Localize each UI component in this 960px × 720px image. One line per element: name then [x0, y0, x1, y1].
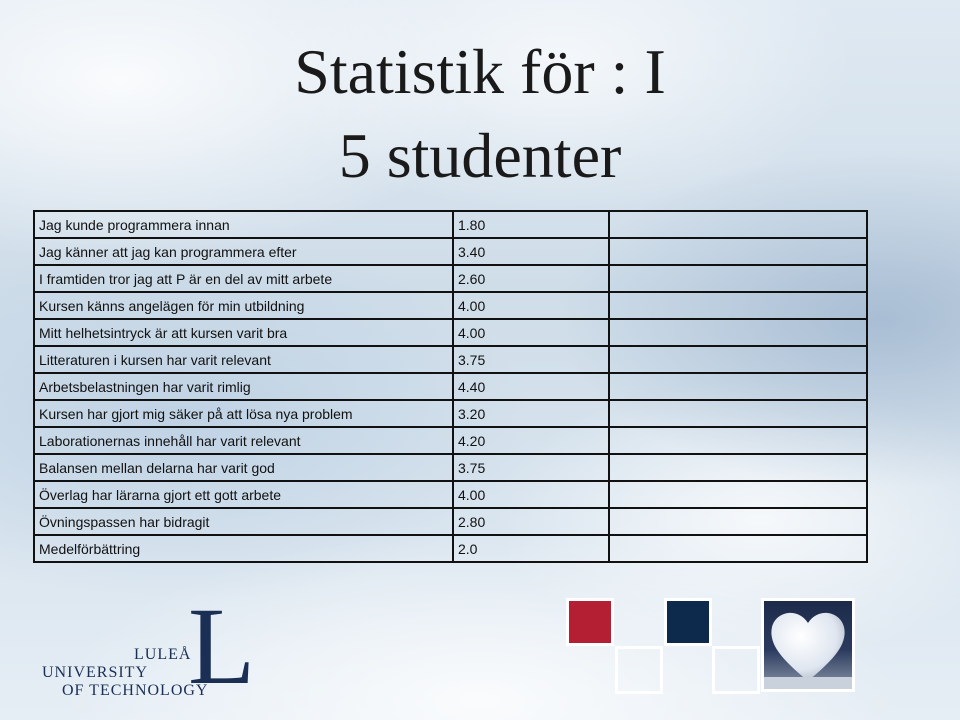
outline-square-decoration [615, 646, 663, 694]
empty-cell [609, 292, 867, 319]
table-row [34, 319, 867, 346]
heart-icon [764, 601, 852, 689]
question-cell: Laborationernas innehåll har varit relevant [34, 427, 453, 454]
heart-snow-photo [761, 598, 855, 692]
question-cell: Jag känner att jag kan programmera efter [34, 238, 453, 265]
table-row [34, 481, 867, 508]
empty-cell [609, 454, 867, 481]
table-row [34, 211, 867, 238]
value-cell: 3.75 [453, 346, 609, 373]
value-cell: 2.60 [453, 265, 609, 292]
value-cell: 4.00 [453, 292, 609, 319]
question-cell: Överlag har lärarna gjort ett gott arbete [34, 481, 453, 508]
question-cell: I framtiden tror jag att P är en del av mitt arbete [34, 265, 453, 292]
value-cell: 3.20 [453, 400, 609, 427]
value-cell: 4.00 [453, 319, 609, 346]
question-cell: Medelförbättring [34, 535, 453, 562]
red-square-decoration [566, 598, 614, 646]
statistics-table-body [34, 211, 867, 562]
slide-title-line2: 5 studenter [338, 120, 622, 191]
statistics-table [33, 210, 868, 563]
slide-title-line1: Statistik för : I [294, 36, 666, 107]
navy-square-decoration [664, 598, 712, 646]
empty-cell [609, 427, 867, 454]
question-cell: Mitt helhetsintryck är att kursen varit bra [34, 319, 453, 346]
question-cell: Balansen mellan delarna har varit god [34, 454, 453, 481]
question-cell: Litteraturen i kursen har varit relevant [34, 346, 453, 373]
empty-cell [609, 373, 867, 400]
question-cell: Kursen känns angelägen för min utbildning [34, 292, 453, 319]
value-cell: 4.00 [453, 481, 609, 508]
logo-text-line2: UNIVERSITY [42, 664, 148, 681]
value-cell: 2.0 [453, 535, 609, 562]
value-cell: 3.75 [453, 454, 609, 481]
slide-title [200, 30, 760, 198]
table-row [34, 373, 867, 400]
question-cell: Arbetsbelastningen har varit rimlig [34, 373, 453, 400]
table-row [34, 238, 867, 265]
table-row [34, 508, 867, 535]
table-row [34, 400, 867, 427]
empty-cell [609, 211, 867, 238]
empty-cell [609, 508, 867, 535]
empty-cell [609, 346, 867, 373]
table-row [34, 427, 867, 454]
table-row [34, 292, 867, 319]
university-logo [38, 585, 256, 707]
table-row [34, 454, 867, 481]
empty-cell [609, 238, 867, 265]
logo-text-line3: OF TECHNOLOGY [62, 682, 209, 699]
logo-letter: L [188, 585, 256, 707]
question-cell: Kursen har gjort mig säker på att lösa nya problem [34, 400, 453, 427]
empty-cell [609, 265, 867, 292]
value-cell: 4.40 [453, 373, 609, 400]
table-row [34, 265, 867, 292]
empty-cell [609, 481, 867, 508]
table-row [34, 535, 867, 562]
value-cell: 3.40 [453, 238, 609, 265]
table-row [34, 346, 867, 373]
value-cell: 2.80 [453, 508, 609, 535]
empty-cell [609, 400, 867, 427]
empty-cell [609, 319, 867, 346]
question-cell: Övningspassen har bidragit [34, 508, 453, 535]
value-cell: 1.80 [453, 211, 609, 238]
outline-square-decoration [712, 646, 760, 694]
question-cell: Jag kunde programmera innan [34, 211, 453, 238]
value-cell: 4.20 [453, 427, 609, 454]
empty-cell [609, 535, 867, 562]
logo-text-line1: LULEÅ [134, 646, 192, 663]
